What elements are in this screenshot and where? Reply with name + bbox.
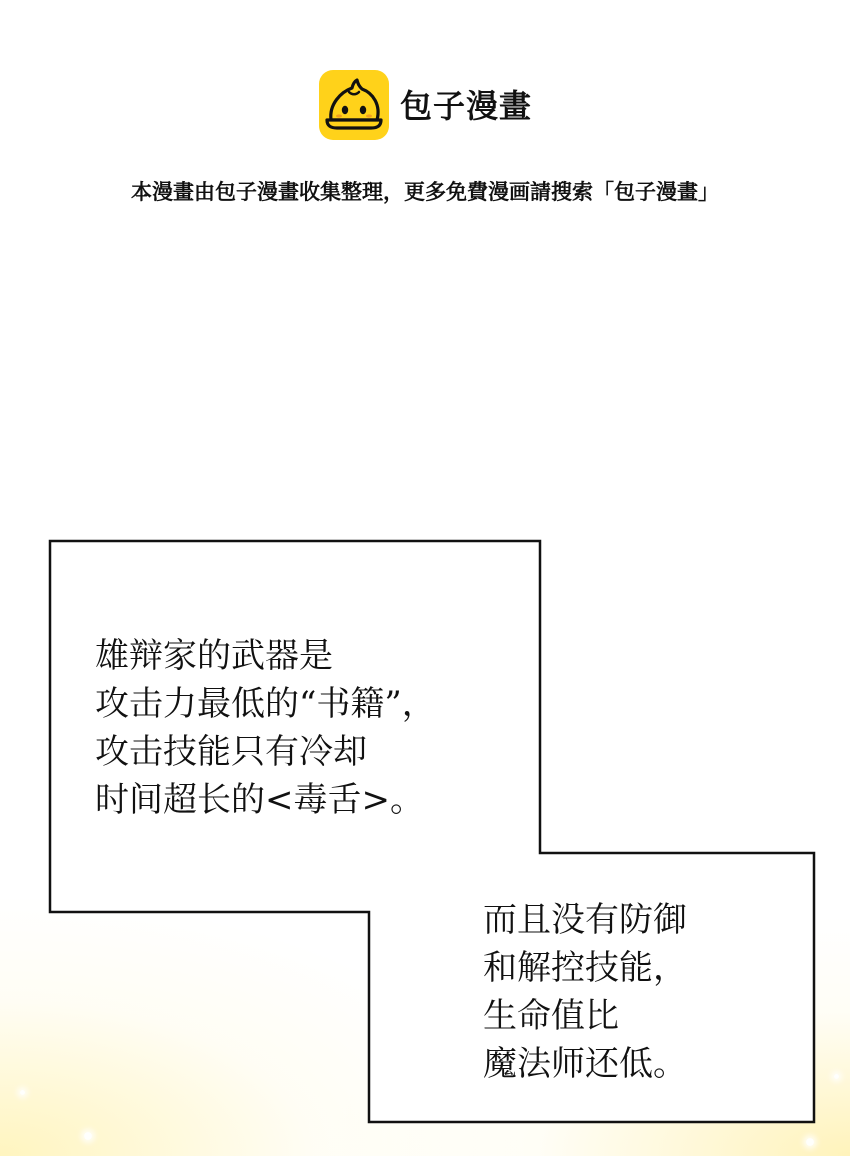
caption-line: 生命值比 bbox=[483, 996, 619, 1036]
caption-line: 攻击力最低的“书籍”， bbox=[95, 684, 436, 724]
caption-line: 时间超长的<毒舌>。 bbox=[95, 780, 424, 820]
narration-caption-second bbox=[483, 896, 687, 1088]
caption-line: 魔法师还低。 bbox=[483, 1044, 687, 1084]
source-notice: 本漫畫由包子漫畫收集整理，更多免費漫画請搜索「包子漫畫」 bbox=[131, 180, 719, 204]
sparkle-decoration bbox=[20, 1090, 25, 1095]
caption-line: 而且没有防御 bbox=[483, 900, 687, 940]
caption-line: 攻击技能只有冷却 bbox=[95, 732, 367, 772]
sparkle-decoration bbox=[84, 1132, 92, 1140]
caption-line: 和解控技能， bbox=[483, 948, 687, 988]
logo-text[interactable]: 包子漫畫 bbox=[400, 87, 533, 125]
sparkle-decoration bbox=[806, 1138, 814, 1146]
sparkle-decoration bbox=[834, 1074, 839, 1079]
caption-line: 雄辩家的武器是 bbox=[95, 636, 333, 676]
narration-caption-first bbox=[95, 632, 436, 824]
